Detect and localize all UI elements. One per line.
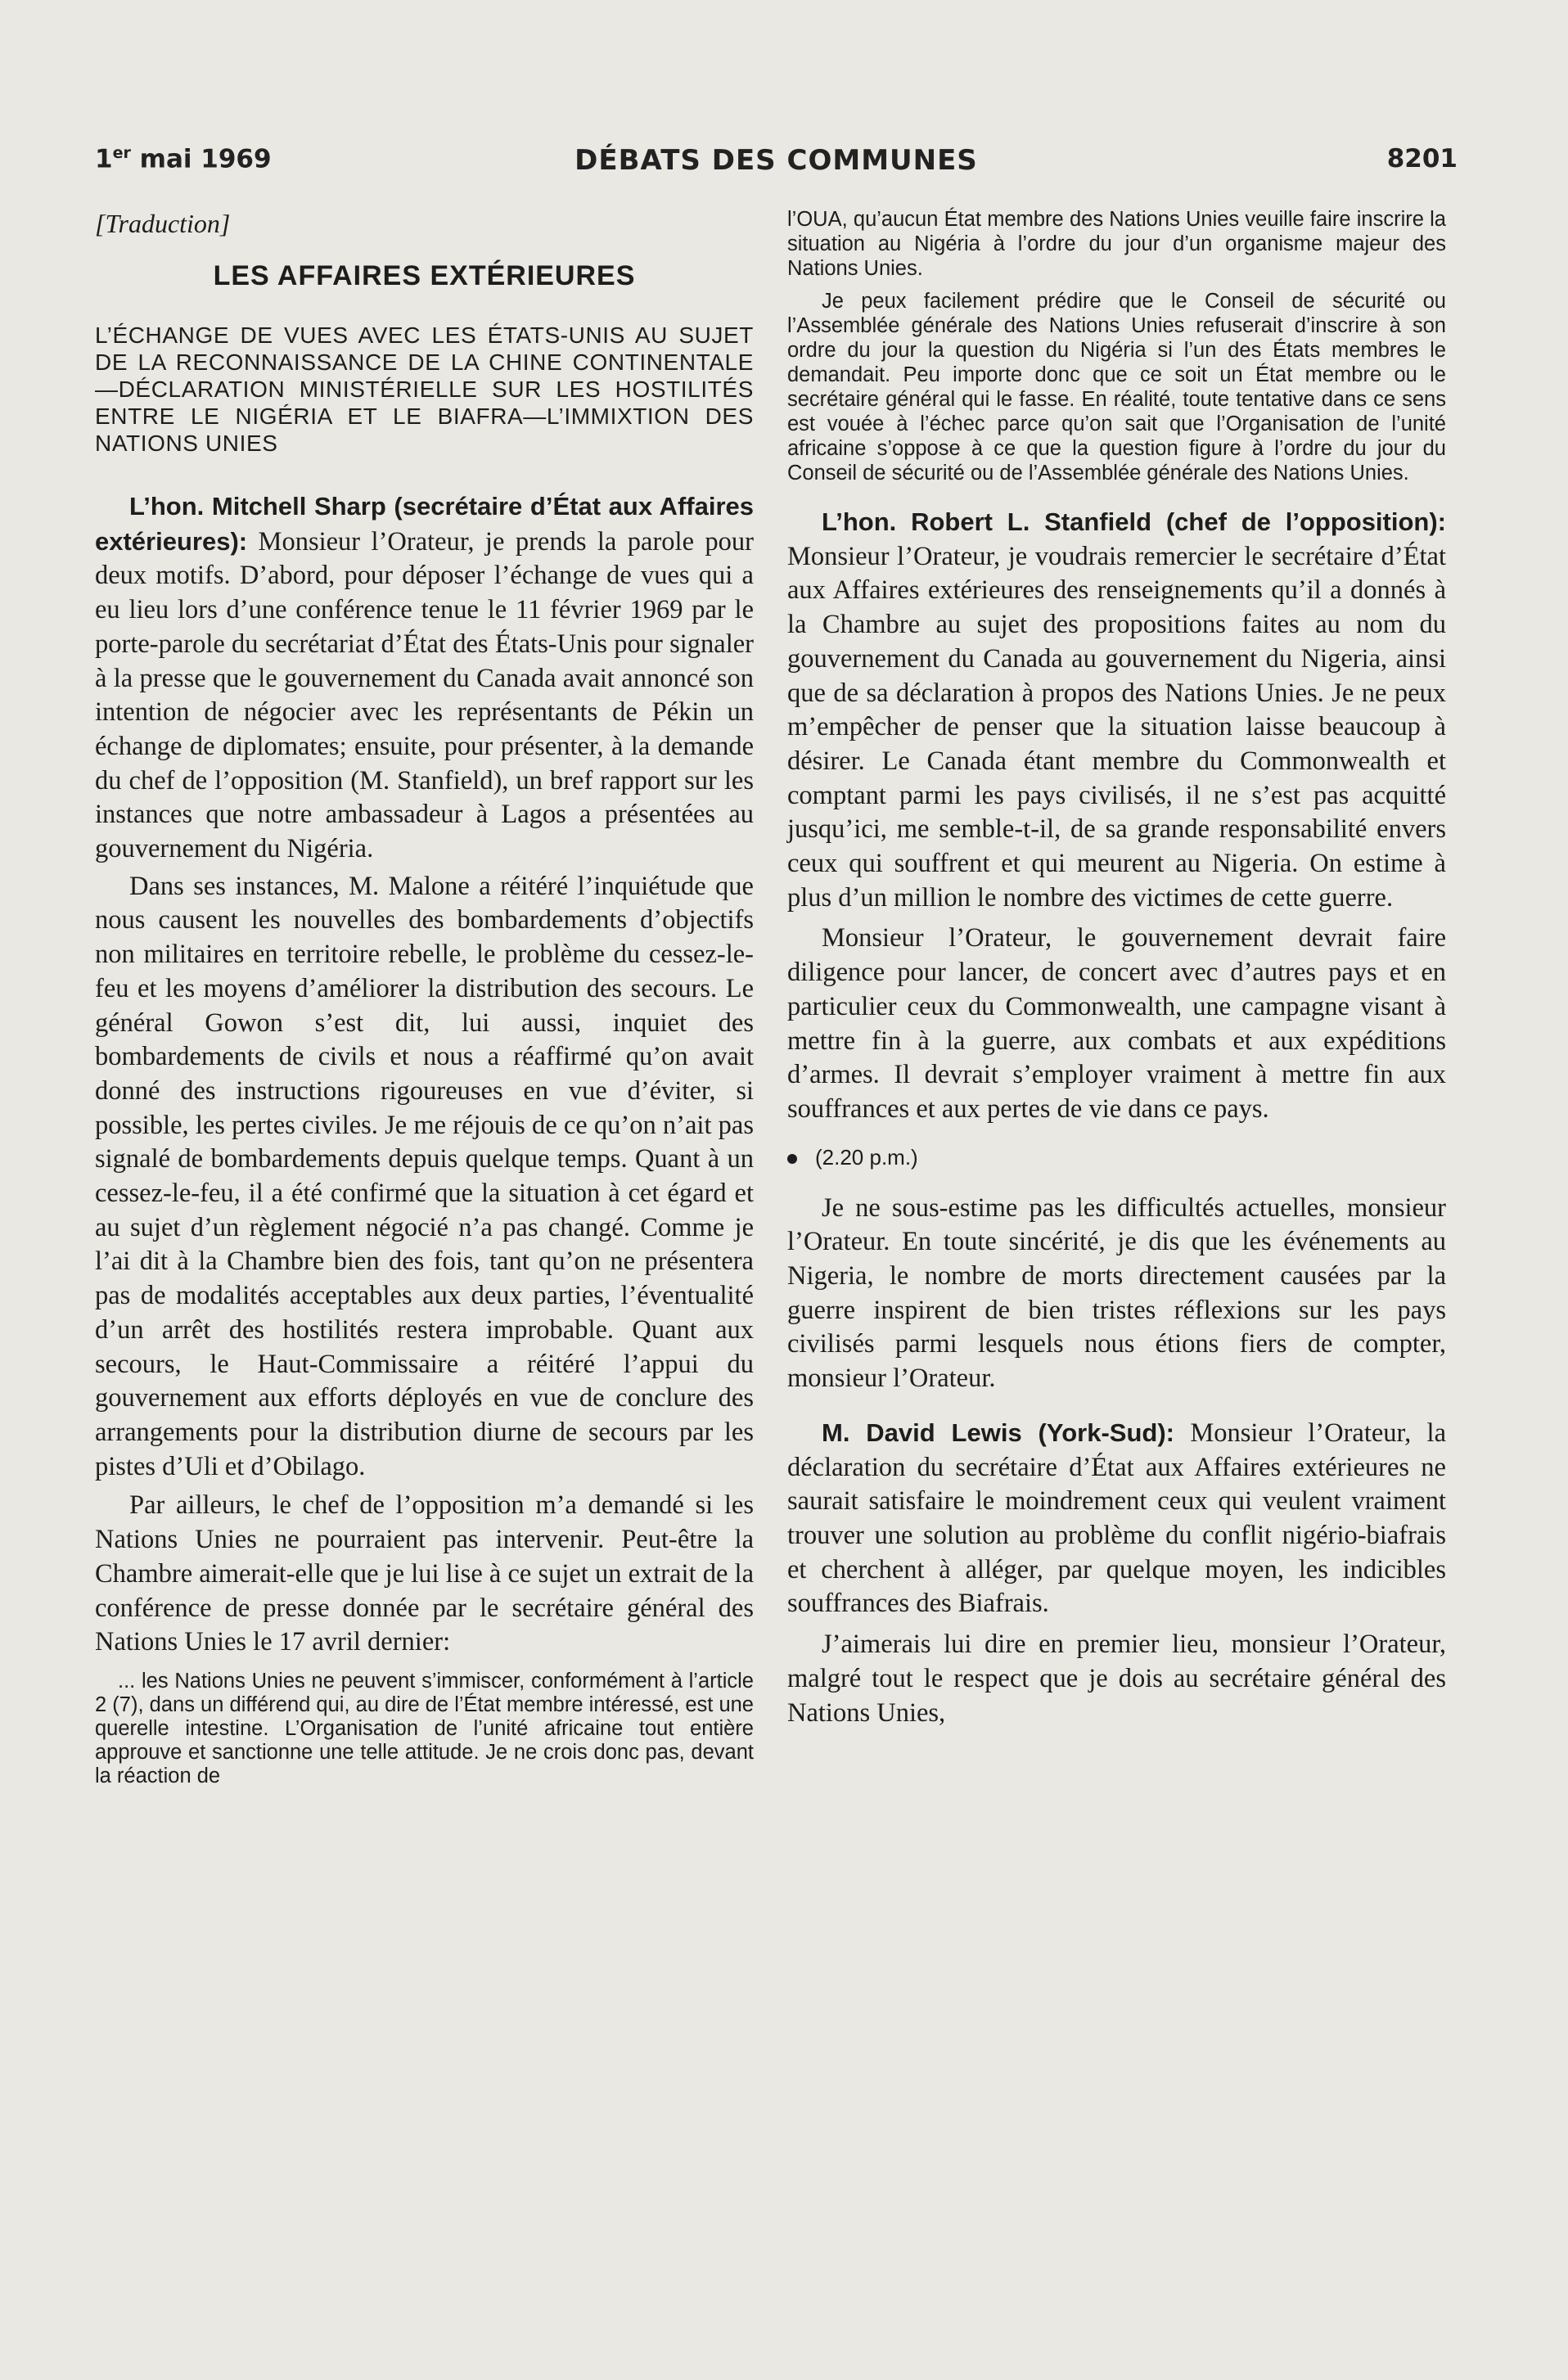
paragraph-text: Monsieur l’Orateur, je prends la parole pour deux motifs. D’abord, pour déposer l’échange de vues qui a eu lieu lors d’une conférence tenue le 11 février 1969 par le porte-parole du secrétariat d’État des États-Unis pour signaler à la presse que le gouvernement du Canada avait annoncé son intention de négocier avec les représentants de Pékin un échange de diplomates; ensuite, pour présenter, à la demande du chef de l’opposition (M. Stanfield), un bref rapport sur les instances que notre ambassadeur à Lagos a présentées au gouvernement du Nigéria.	[95, 526, 755, 864]
header-date-rest: mai 1969	[130, 144, 272, 174]
paragraph-sharp-2: Dans ses instances, M. Malone a réitéré l’inquiétude que nous causent les nouvelles des bombardements d’objectifs non militaires en territoire rebelle, le problème du cessez-le-feu et les moyens d’améliorer la distribution des secours. Le général Gowon s’est dit, lui aussi, inquiet des bombardements de civils et nous a réaffirmé qu’on avait donné des instructions rigoureuses en vue d’éviter, si possible, les pertes civiles. Je me réjouis de ce qu’on n’ait pas signalé de bombardements depuis quelque temps. Quant à un cessez-le-feu, il a été confirmé que la situation à cet égard et au sujet d’un règlement négocié n’a pas changé. Comme je l’ai dit à la Chambre bien des fois, tant qu’on ne présentera pas de modalités acceptables aux deux parties, l’éventualité d’un arrêt des hostilités restera improbable. Quant aux secours, le Haut-Commissaire a réitéré l’appui du gouvernement aux efforts déployés en vue de conclure des arrangements pour la distribution diurne de secours par les pistes d’Uli et d’Obilago.	[95, 871, 754, 1481]
paragraph-stanfield-2: Monsieur l’Orateur, le gouvernement devrait faire diligence pour lancer, de concert avec d’autres pays et en particulier ceux du Commonwealth, une campagne visant à mettre fin à la guerre, aux combats et aux expéditions d’armes. Il devrait s’employer vraiment à mettre fin aux souffrances et aux pertes de vie dans ce pays.	[787, 923, 1446, 1124]
speaker-stanfield: L’hon. Robert L. Stanfield (chef de l’opposition):	[822, 507, 1446, 536]
quote-secretary-general: ... les Nations Unies ne peuvent s’immiscer, conformément à l’article 2 (7), dans un différend qui, au dire de l’État membre intéressé, est une querelle intestine. L’Organisation de l’unité africaine tout entière approuve et sanctionne une telle attitude. Je ne crois donc pas, devant la réaction de	[95, 1669, 754, 1787]
timestamp-text: (2.20 p.m.)	[815, 1144, 918, 1170]
left-column	[95, 207, 754, 1788]
header-date-num: 1	[95, 144, 113, 174]
paragraph-text: Monsieur l’Orateur, la déclaration du secrétaire d’État aux Affaires extérieures ne saurait satisfaire le moindrement ceux qui veulent vraiment trouver une solution au problème du conflit nigério-biafrais et cherchent à alléger, par quelque moyen, les indicibles souffrances des Biafrais.	[787, 1418, 1447, 1619]
right-column	[787, 207, 1446, 1730]
bullet-icon	[787, 1154, 797, 1164]
section-subheading: L’ÉCHANGE DE VUES AVEC LES ÉTATS-UNIS AU SUJET DE LA RECONNAISSANCE DE LA CHINE CONTINENTALE—DÉCLARATION MINISTÉRIELLE SUR LES HOSTILITÉS ENTRE LE NIGÉRIA ET LE BIAFRA—L’IMMIXTION DES NATIONS UNIES	[95, 322, 754, 456]
paragraph-lewis-1	[787, 1416, 1446, 1621]
paragraph-sharp-3: Par ailleurs, le chef de l’opposition m’a demandé si les Nations Unies ne pourraient pas intervenir. Peut-être la Chambre aimerait-elle que je lui lise à ce sujet un extrait de la conférence de presse donnée par le secrétaire général des Nations Unies le 17 avril dernier:	[95, 1490, 754, 1657]
paragraph-lewis-2: J’aimerais lui dire en premier lieu, monsieur l’Orateur, malgré tout le respect que je dois au secrétaire général des Nations Unies,	[787, 1629, 1446, 1728]
header-page-number: 8201	[1386, 144, 1458, 174]
timestamp-marker	[787, 1145, 1446, 1170]
header-title: DÉBATS DES COMMUNES	[574, 144, 978, 177]
quote-continuation-1: l’OUA, qu’aucun État membre des Nations Unies veuille faire inscrire la situation au Nigéria à l’ordre du jour d’un organisme majeur des Nations Unies.	[787, 208, 1446, 280]
traduction-label: [Traduction]	[95, 209, 231, 238]
paragraph-sharp-1	[95, 489, 754, 867]
paragraph-stanfield-1	[787, 505, 1446, 915]
section-title: LES AFFAIRES EXTÉRIEURES	[213, 260, 636, 291]
header-date-superscript: er	[112, 144, 131, 162]
quote-continuation-2: Je peux facilement prédire que le Conseil de sécurité ou l’Assemblée générale des Nations Unies refuserait d’inscrire à son ordre du jour la question du Nigéria si l’un des États membres le demandait. Peu importe donc que ce soit un État membre ou le secrétaire général qui le fasse. En réalité, toute tentative dans ce sens est vouée à l’échec parce qu’on sait que l’Organisation de l’unité africaine s’oppose à ce que la question figure à l’ordre du jour du Conseil de sécurité ou de l’Assemblée générale des Nations Unies.	[787, 290, 1446, 485]
speaker-sharp: L’hon. Mitchell Sharp (secrétaire d’État aux Affaires extérieures):	[95, 492, 754, 556]
speaker-lewis: M. David Lewis (York-Sud):	[822, 1418, 1174, 1447]
page-header	[95, 144, 1458, 185]
paragraph-stanfield-3: Je ne sous-estime pas les difficultés actuelles, monsieur l’Orateur. En toute sincérité, je dis que les événements au Nigeria, le nombre de morts directement causées par la guerre inspirent de bien tristes réflexions sur les pays civilisés parmi lesquels nous étions fiers de compter, monsieur l’Orateur.	[787, 1192, 1446, 1394]
paragraph-text: Monsieur l’Orateur, je voudrais remercier le secrétaire d’État aux Affaires extérieures des renseignements qu’il a donnés à la Chambre au sujet des propositions faites au nom du gouvernement du Canada au gouvernement du Nigeria, ainsi que de sa déclaration à propos des Nations Unies. Je ne peux m’empêcher de penser que la situation laisse beaucoup à désirer. Le Canada étant membre du Commonwealth et comptant parmi les pays civilisés, il ne s’est pas acquitté jusqu’ici, me semble-t-il, de sa grande responsabilité envers ceux qui souffrent et qui meurent au Nigeria. On estime à plus d’un million le nombre des victimes de cette guerre.	[787, 541, 1446, 913]
